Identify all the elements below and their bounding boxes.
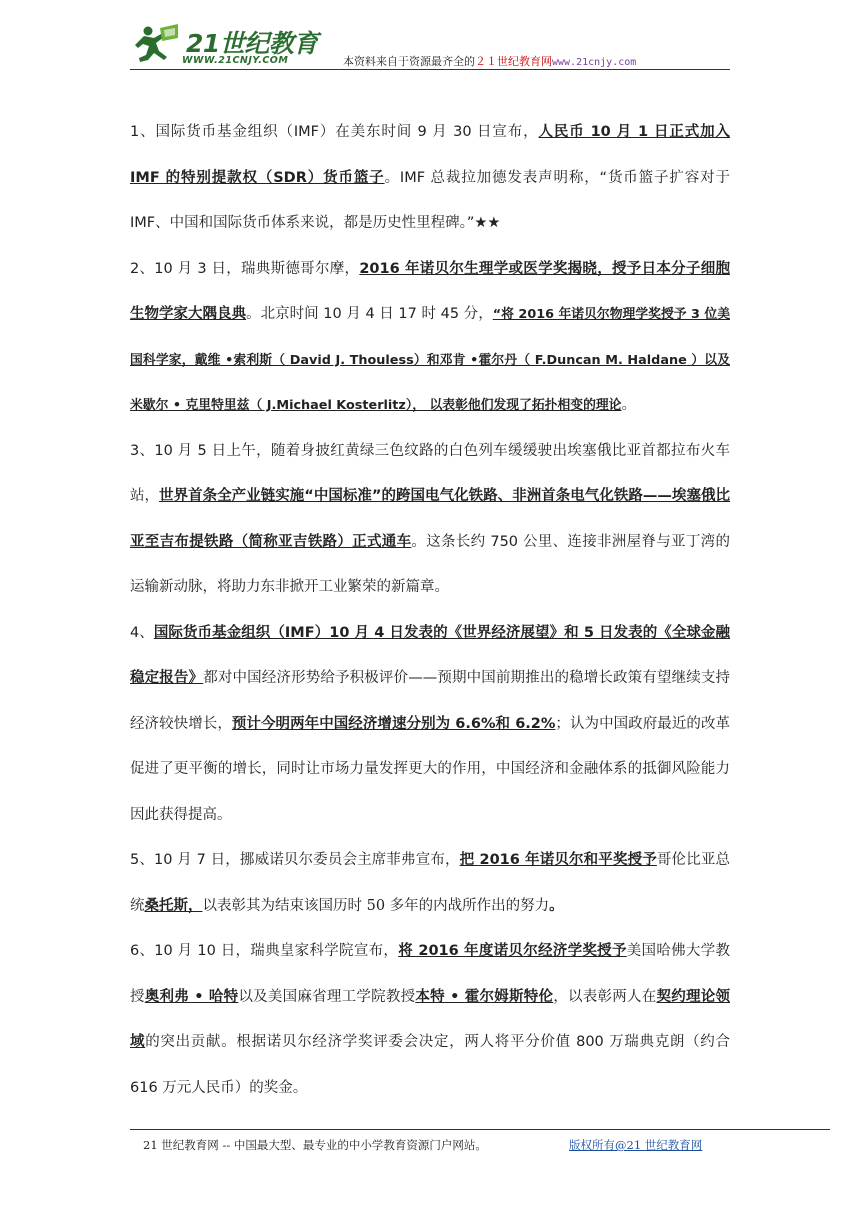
p5-highlight-2: 桑托斯， <box>144 897 203 914</box>
p5-highlight: 把 2016 年诺贝尔和平奖授予 <box>459 852 657 868</box>
p3-text: 3、10 月 5 日上午，随着身披红黄绿三色纹路的白色列车缓缓驶出埃塞俄比亚首都拉布火车站， <box>130 442 730 504</box>
header-note <box>343 53 636 69</box>
p6-text-4: ，以表彰两人在 <box>553 988 657 1005</box>
paragraph-2 <box>130 247 730 429</box>
p4-text-3: ；认为中国政府最近的改革促进了更平衡的增长，同时让市场力量发挥更大的作用，中国经济和金融体系的抵御风险能力因此获得提高。 <box>130 715 731 823</box>
paragraph-3 <box>130 429 730 611</box>
logo-text: 21世纪教育 <box>186 29 318 58</box>
p2-text: 2、10 月 3 日，瑞典斯德哥尔摩， <box>130 260 360 277</box>
p4-text: 4、 <box>130 624 154 641</box>
copyright-link[interactable]: 版权所有@21 世纪教育网 <box>569 1138 703 1152</box>
page-footer <box>143 1137 703 1153</box>
p5-text-3: 以表彰其为结束该国历时 50 多年的内战所作出的努力 <box>202 897 550 914</box>
header-site-link[interactable]: ２１世纪教育网 <box>475 55 552 68</box>
p6-text-3: 以及美国麻省理工学院教授 <box>238 988 416 1005</box>
site-logo[interactable] <box>130 22 330 68</box>
p2-highlight-2: “将 2016 年诺贝尔物理学奖授予 3 位美国科学家，戴维 •索利斯（ David J. Thouless）和邓肯 •霍尔丹（ F.Duncan M. Haldane ）以及米歇尔 • 克里特里兹（ J.Michael Kosterlitz）， 以表彰他们发现了拓扑相变的理论 <box>130 307 730 413</box>
p4-highlight-2: 预计今明两年中国经济增速分别为 6.6%和 6.2% <box>231 715 556 732</box>
paragraph-4 <box>130 611 730 839</box>
p5-text-4: 。 <box>549 897 564 914</box>
p3-highlight: 世界首条全产业链实施“中国标准”的跨国电气化铁路、非洲首条电气化铁路——埃塞俄比亚至吉布提铁路（简称亚吉铁路）正式通车 <box>130 488 730 550</box>
paragraph-1 <box>130 110 730 247</box>
p4-text-2: 都对中国经济形势给予积极评价——预期中国前期推出的稳增长政策有望继续支持经济较快增长， <box>130 670 731 732</box>
p2-highlight: 2016 年诺贝尔生理学或医学奖揭晓，授予日本分子细胞生物学家大隅良典 <box>130 260 731 322</box>
p5-text: 5、10 月 7 日，挪威诺贝尔委员会主席菲弗宣布， <box>130 852 460 868</box>
footer-divider <box>130 1129 830 1130</box>
footer-text: 21 世纪教育网 -- 中国最大型、最专业的中小学教育资源门户网站。 <box>143 1138 487 1152</box>
p6-highlight-3: 本特 • 霍尔姆斯特伦 <box>415 988 554 1005</box>
p2-text-2: 。北京时间 10 月 4 日 17 时 45 分， <box>246 306 493 322</box>
runner-logo-icon <box>134 24 180 64</box>
p6-text: 6、10 月 10 日，瑞典皇家科学院宣布， <box>130 943 399 959</box>
header-note-prefix: 本资料来自于资源最齐全的 <box>343 55 475 68</box>
header-url-link[interactable]: www.21cnjy.com <box>552 57 637 68</box>
p1-text: 1、国际货币基金组织（IMF）在美东时间 9 月 30 日宣布， <box>130 124 539 140</box>
p6-highlight-4: 契约理论领域 <box>130 988 730 1050</box>
paragraph-6 <box>130 929 730 1111</box>
p6-text-2: 美国哈佛大学教授 <box>130 943 731 1005</box>
logo-url: WWW.21CNJY.COM <box>182 55 289 66</box>
p6-highlight-2: 奥利弗 • 哈特 <box>144 988 239 1005</box>
header-divider <box>130 69 730 70</box>
p3-text-2: 。这条长约 750 公里、连接非洲屋脊与亚丁湾的运输新动脉，将助力东非掀开工业繁荣的新篇章。 <box>130 533 730 595</box>
p2-text-3: 。 <box>621 397 636 413</box>
p6-text-5: 的突出贡献。根据诺贝尔经济学奖评委会决定，两人将平分价值 800 万瑞典克朗（约合 616 万元人民币）的奖金。 <box>130 1034 730 1096</box>
p6-highlight: 将 2016 年度诺贝尔经济学奖授予 <box>398 943 627 959</box>
p5-text-2: 哥伦比亚总统 <box>130 852 731 914</box>
article-body <box>130 110 730 1111</box>
paragraph-5 <box>130 838 730 929</box>
p1-highlight: 人民币 10 月 1 日正式加入 IMF 的特别提款权（SDR）货币篮子 <box>130 124 730 186</box>
p4-highlight: 国际货币基金组织（IMF）10 月 4 日发表的《世界经济展望》和 5 日发表的《全球金融稳定报告》 <box>130 624 730 686</box>
p1-text-2: 。IMF 总裁拉加德发表声明称，“货币篮子扩容对于 IMF、中国和国际货币体系来说，都是历史性里程碑。”★★ <box>130 169 731 231</box>
page-header <box>130 18 730 70</box>
